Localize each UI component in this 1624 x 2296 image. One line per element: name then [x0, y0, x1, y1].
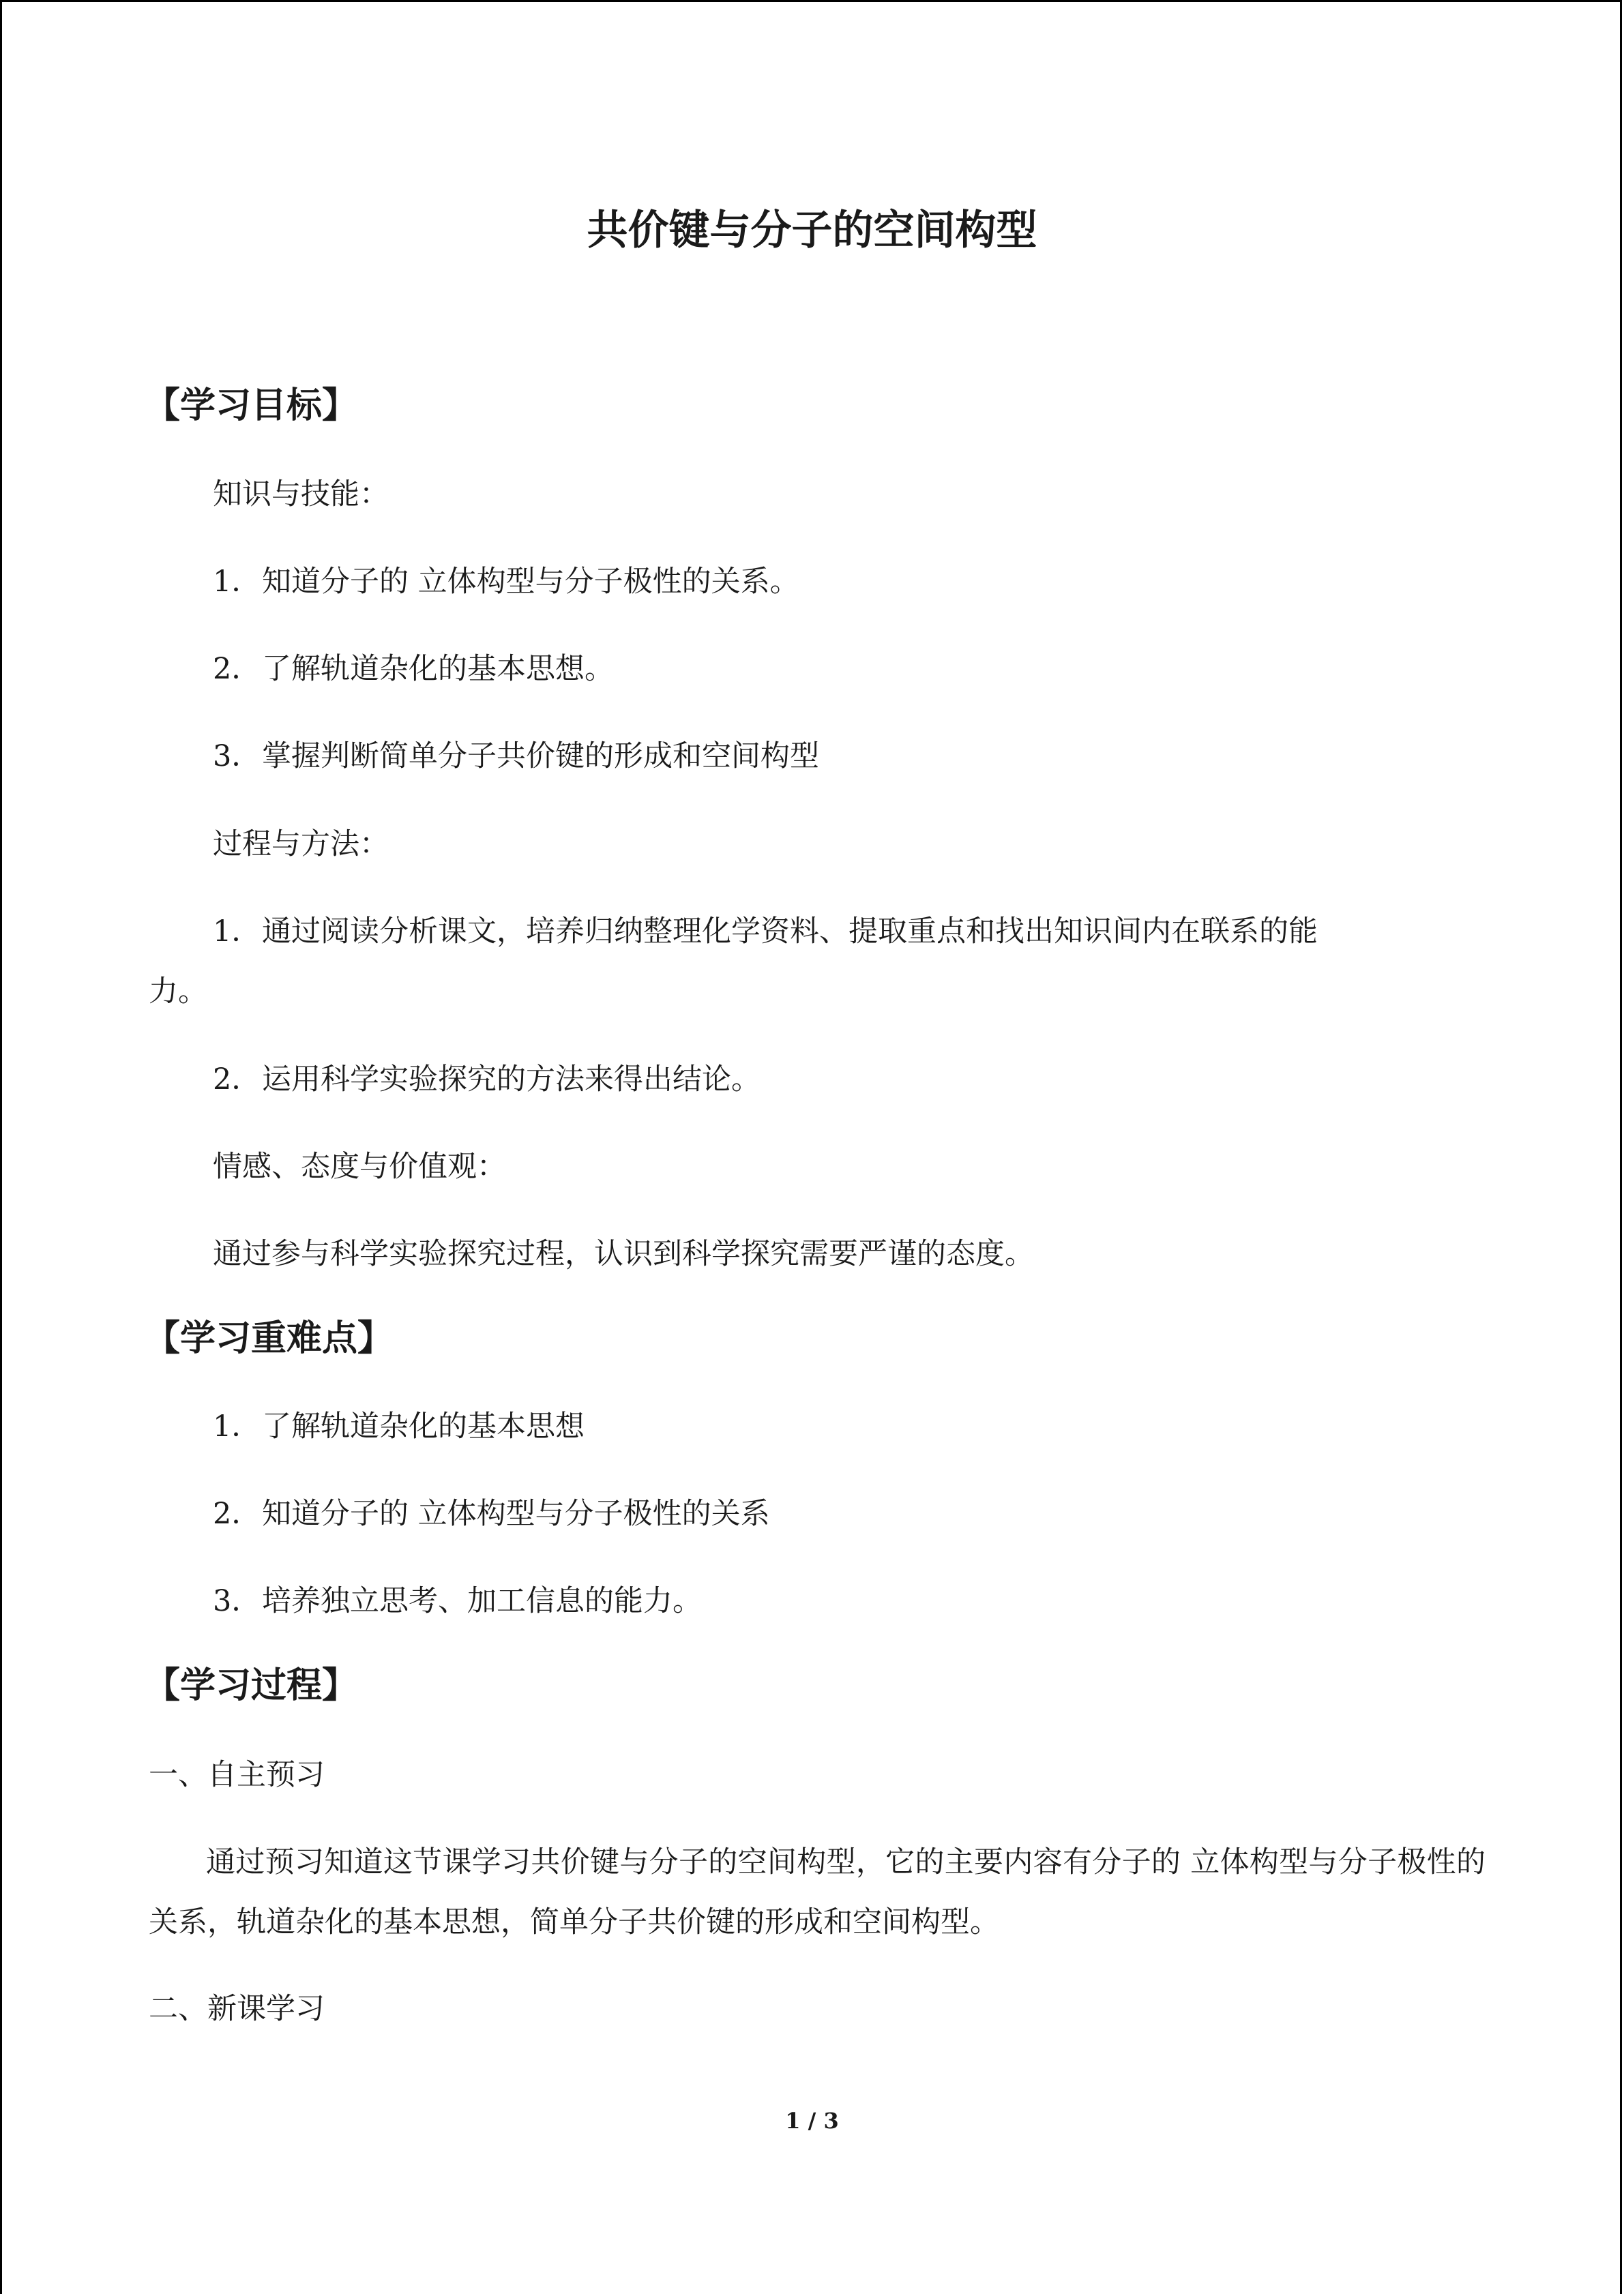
list-text: 培养独立思考、加工信息的能力。: [262, 1584, 702, 1618]
list-number: 1．: [213, 565, 261, 599]
key-point-item-2: [213, 1493, 770, 1534]
list-number: 2．: [213, 1497, 261, 1531]
knowledge-item-2: [213, 648, 614, 689]
list-number: 1．: [213, 914, 261, 949]
key-point-item-1: [213, 1406, 585, 1447]
list-number: 1．: [213, 1410, 261, 1444]
list-number: 2．: [213, 652, 261, 686]
process-item-1-continued: 力。: [149, 974, 207, 1009]
knowledge-item-1: [213, 561, 799, 602]
knowledge-label: 知识与技能：: [213, 477, 389, 511]
list-text: 通过阅读分析课文，培养归纳整理化学资料、提取重点和找出知识间内在联系的能: [262, 914, 1318, 949]
process-label: 过程与方法：: [213, 827, 389, 861]
list-text: 掌握判断简单分子共价键的形成和空间构型: [262, 739, 819, 773]
subsection-new-lesson: 二、新课学习: [149, 1992, 325, 2026]
page-indicator: 1 / 3: [785, 2108, 839, 2134]
list-number: 3．: [213, 739, 261, 773]
subsection-self-study: 一、自主预习: [149, 1758, 325, 1792]
list-text: 知道分子的 立体构型与分子极性的关系。: [262, 565, 799, 599]
process-item-2: [213, 1059, 761, 1100]
list-number: 2．: [213, 1062, 261, 1097]
key-point-item-3: [213, 1581, 702, 1622]
list-text: 了解轨道杂化的基本思想: [262, 1410, 585, 1444]
process-item-1: [213, 911, 1318, 952]
list-text: 运用科学实验探究的方法来得出结论。: [262, 1062, 761, 1097]
section-heading-objectives: 【学习目标】: [145, 385, 358, 426]
self-study-paragraph: 通过预习知道这节课学习共价键与分子的空间构型，它的主要内容有分子的 立体构型与分子极性的关系，轨道杂化的基本思想，简单分子共价键的形成和空间构型。: [149, 1845, 1486, 1939]
emotion-text: 通过参与科学实验探究过程，认识到科学探究需要严谨的态度。: [213, 1237, 1034, 1271]
list-text: 了解轨道杂化的基本思想。: [262, 652, 614, 686]
document-title: 共价键与分子的空间构型: [587, 207, 1037, 254]
section-heading-process: 【学习过程】: [145, 1665, 358, 1706]
emotion-label: 情感、态度与价值观：: [213, 1150, 506, 1184]
knowledge-item-3: [213, 736, 819, 777]
list-number: 3．: [213, 1584, 261, 1618]
section-heading-key-points: 【学习重难点】: [145, 1318, 394, 1359]
list-text: 知道分子的 立体构型与分子极性的关系: [262, 1497, 770, 1531]
